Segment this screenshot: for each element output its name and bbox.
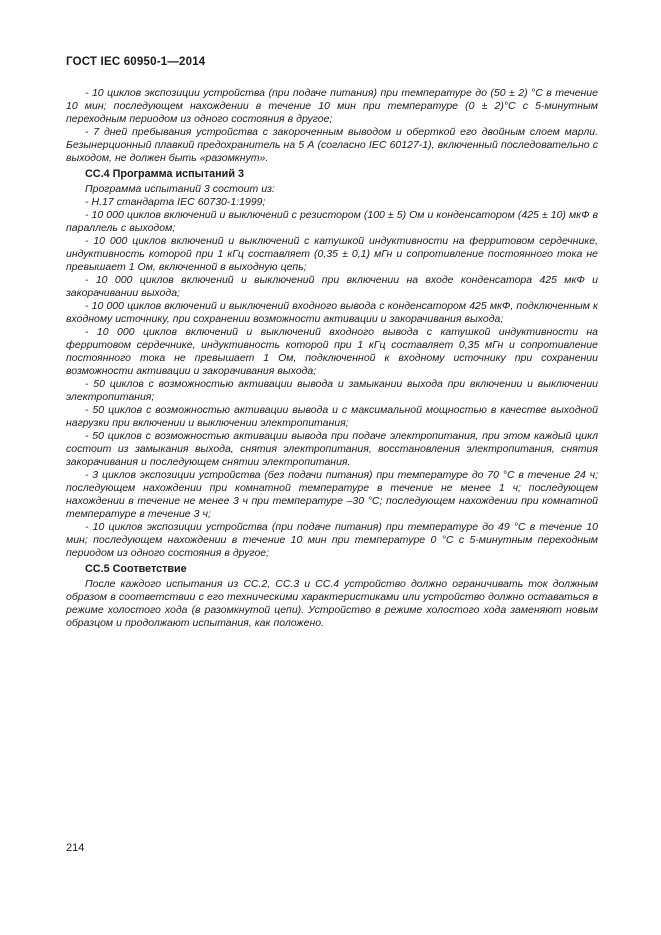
paragraph-program3-intro: Программа испытаний 3 состоит из:	[85, 183, 275, 195]
paragraph-h17-standard: - Н.17 стандарта IEC 60730-1:1999;	[85, 196, 266, 208]
section-heading-cc5: СС.5 Соответствие	[85, 563, 187, 575]
paragraph-10000-cycles-input-inductor: - 10 000 циклов включений и выключений входного вывода с катушкой индуктивности на ферритовом сердечнике, индуктивность которой при 1 кГц составляет 0,35 мГн и сопротивление постоянного тока не превышает 1 Ом, подключенной к входному источнику при сохранении возможности активации и закорачивания выхода;	[66, 326, 598, 377]
document-header-title: ГОСТ IEC 60950-1—2014	[66, 56, 206, 68]
paragraph-10000-cycles-input-capacitor: - 10 000 циклов включений и выключений входного вывода с конденсатором 425 мкФ, подключенным к входному источнику, при сохранении возможности активации и закорачивания выхода;	[66, 300, 598, 325]
paragraph-50-cycles-output-short: - 50 циклов с возможностью активации вывода и замыкании выхода при включении и выключении электропитания;	[66, 378, 598, 403]
paragraph-3-cycles-temperature: - 3 циклов экспозиции устройства (без подачи питания) при температуре до 70 °С в течение 24 ч; последующем нахождении при комнатной температуре в течение не менее 1 ч; последующем нахождении в течение не менее 3 ч при температуре –30 °С; последующем нахождении при комнатной температуре в течение 3 ч;	[66, 469, 598, 520]
paragraph-10-cycles-49c: - 10 циклов экспозиции устройства (при подаче питания) при температуре до 49 °С в течение 10 мин; последующем нахождении в течение 10 мин при температуре 0 °С с 5-минутным переходным периодом из одного состояния в другое;	[66, 521, 598, 559]
paragraph-10000-cycles-resistor: - 10 000 циклов включений и выключений с резистором (100 ± 5) Ом и конденсатором (425 ± 10) мкФ в параллель с выходом;	[66, 209, 598, 234]
page-number: 214	[66, 842, 85, 854]
document-body	[66, 87, 598, 630]
paragraph-test-cycles-50c: - 10 циклов экспозиции устройства (при подаче питания) при температуре до (50 ± 2) °С в течение 10 мин; последующем нахождении в течение 10 мин при температуре (0 ± 2)°С с 5-минутным переходным периодом из одного состояния в другое;	[66, 87, 598, 125]
section-heading-cc4: СС.4 Программа испытаний 3	[85, 168, 244, 180]
paragraph-50-cycles-max-power: - 50 циклов с возможностью активации вывода и с максимальной мощностью в качестве выходной нагрузки при включении и выключении электропитания;	[66, 404, 598, 429]
paragraph-7-days-shorted-output: - 7 дней пребывания устройства с закороченным выводом и оберткой его двойным слоем марли. Безынерционный плавкий предохранитель на 5 А (согласно IEC 60127-1), включенный последовательно с выходом, не должен быть «разомкнут».	[66, 126, 598, 164]
paragraph-compliance: После каждого испытания из СС.2, СС.3 и СС.4 устройство должно ограничивать ток должным образом в соответствии с его техническими характеристиками или устройство должно оставаться в режиме холостого хода (в разомкнутой цепи). Устройство в режиме холостого хода заменяют новым образцом и продолжают испытания, как положено.	[66, 578, 598, 629]
paragraph-10000-cycles-inductor: - 10 000 циклов включений и выключений с катушкой индуктивности на ферритовом сердечнике, индуктивность которой при 1 кГц составляет (0,35 ± 0,1) мГн и сопротивление постоянного тока не превышает 1 Ом, включенной в выходную цепь;	[66, 235, 598, 273]
paragraph-50-cycles-power-applied: - 50 циклов с возможностью активации вывода при подаче электропитания, при этом каждый цикл состоит из замыкания выхода, снятия электропитания, восстановления электропитания, снятия закорачивания и последующем снятии электропитания.	[66, 430, 598, 468]
paragraph-10000-cycles-capacitor-short: - 10 000 циклов включений и выключений при включении на входе конденсатора 425 мкФ и закорачивании выхода;	[66, 274, 598, 299]
